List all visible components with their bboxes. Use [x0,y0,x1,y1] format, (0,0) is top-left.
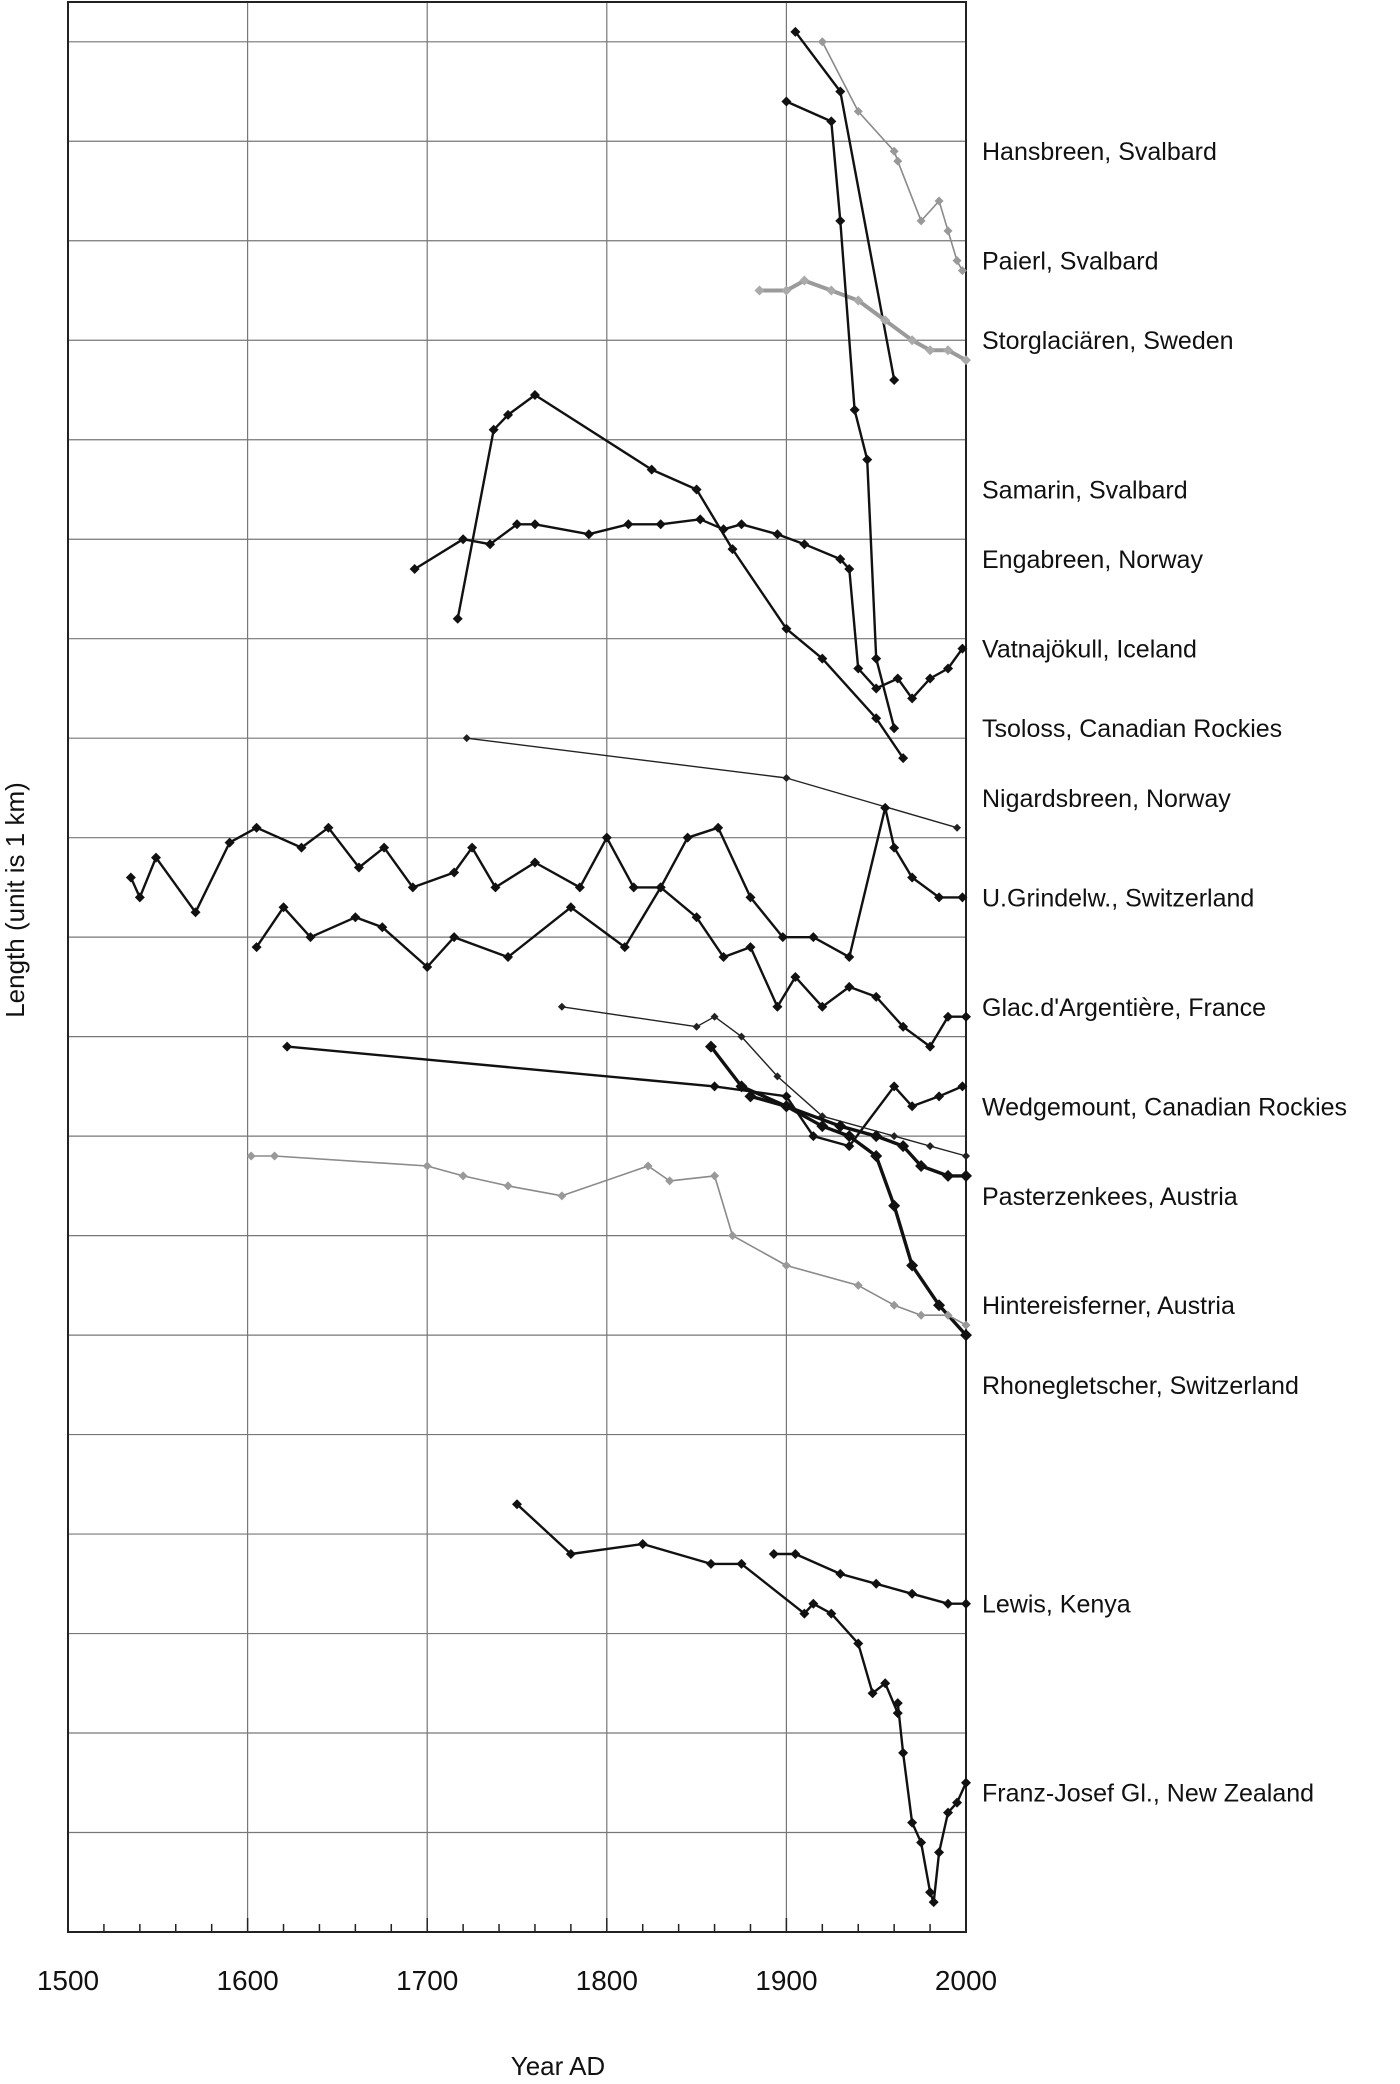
series-label: Vatnajökull, Iceland [982,635,1197,664]
series-13 [247,1152,971,1330]
data-point [782,774,790,782]
y-axis-label: Length (unit is 1 km) [0,782,30,1018]
series-group [126,27,972,1907]
series-line [251,1156,966,1325]
series-label: Glac.d'Argentière, France [982,993,1267,1022]
data-point [463,734,471,742]
x-tick-label: 1900 [755,1965,818,1996]
data-point [926,1142,934,1150]
data-point [907,1589,917,1599]
data-point [225,838,235,848]
series-line [458,395,903,758]
data-point [960,1170,972,1182]
series-label: Engabreen, Norway [982,546,1203,575]
data-point [638,1539,648,1549]
data-point [745,942,755,952]
series-line [760,281,967,361]
data-point [504,1181,513,1190]
data-point [890,1301,899,1310]
data-point [790,1549,800,1559]
data-point [893,157,902,166]
data-point [530,519,540,529]
data-point [962,1152,970,1160]
data-point [917,1311,926,1320]
data-point [706,1559,716,1569]
data-point [629,882,639,892]
data-point [602,833,612,843]
series-label: Samarin, Svalbard [982,476,1188,505]
series-12 [744,1090,972,1341]
series-3 [781,96,899,733]
series-label: Lewis, Kenya [982,1590,1131,1619]
data-point [693,1023,701,1031]
series-label: Hintereisferner, Austria [982,1292,1235,1321]
data-point [683,833,693,843]
series-line [822,42,962,271]
series-15 [769,1549,971,1609]
series-11 [705,1041,972,1182]
series-7 [126,803,968,962]
data-point [880,803,890,813]
data-point [934,1847,944,1857]
x-tick-label: 2000 [934,1965,998,1996]
series-labels [982,138,1347,1807]
series-label: Pasterzenkees, Austria [982,1182,1238,1211]
data-point [270,1152,279,1161]
data-point [692,484,702,494]
data-point [844,952,854,962]
data-point [453,614,463,624]
data-point [713,823,723,833]
data-point [282,1042,292,1052]
series-label: Paierl, Svalbard [982,247,1159,276]
series-4 [410,514,968,703]
series-label: Wedgemount, Canadian Rockies [982,1093,1348,1122]
data-point [423,1161,432,1170]
data-point [898,1748,908,1758]
x-tick-label: 1800 [575,1965,638,1996]
data-point [929,1897,939,1907]
data-point [835,1569,845,1579]
x-axis-label: Year AD [510,2051,606,2081]
data-point [942,1170,954,1182]
data-point [888,1200,900,1212]
data-point [934,1091,944,1101]
data-point [754,286,764,296]
data-point [871,654,881,664]
data-point [871,1579,881,1589]
data-point [889,723,899,733]
data-point [835,216,845,226]
data-point [459,1171,468,1180]
data-point [737,519,747,529]
data-point [961,1012,971,1022]
data-point [710,1081,720,1091]
data-point [862,455,872,465]
data-point [772,529,782,539]
data-point [953,824,961,832]
data-point [782,1261,791,1270]
data-point [799,539,809,549]
data-point [350,912,360,922]
data-point [961,1778,971,1788]
data-point [772,1002,782,1012]
data-point [953,256,962,265]
data-point [890,1132,898,1140]
data-point [558,1003,566,1011]
x-tick-label: 1700 [396,1965,459,1996]
data-point [854,1281,863,1290]
series-8 [252,882,971,1051]
data-point [818,37,827,46]
data-point [710,1171,719,1180]
data-point [584,529,594,539]
data-point [557,1191,566,1200]
series-line [517,1504,898,1713]
data-point [826,286,836,296]
data-point [623,519,633,529]
series-16 [893,1698,971,1907]
series-5 [453,390,908,763]
series-label: Hansbreen, Svalbard [982,138,1217,167]
data-point [781,96,791,106]
data-point [826,116,836,126]
data-point [695,514,705,524]
data-point [135,892,145,902]
x-tick-label: 1500 [36,1965,100,1996]
series-label: Rhonegletscher, Switzerland [982,1371,1299,1400]
x-tick-label: 1600 [216,1965,279,1996]
series-label: Tsoloss, Canadian Rockies [982,715,1283,744]
series-label: U.Grindelw., Switzerland [982,884,1255,913]
data-point [916,1837,926,1847]
data-point [961,1599,971,1609]
series-14 [512,1499,903,1718]
data-point [575,882,585,892]
series-label: Storglaciären, Sweden [982,327,1234,356]
series-0 [818,37,967,275]
data-point [808,932,818,942]
series-line [774,1554,966,1604]
data-point [126,872,136,882]
series-label: Franz-Josef Gl., New Zealand [982,1779,1315,1808]
data-point [850,405,860,415]
data-point [962,1321,971,1330]
data-point [769,1549,779,1559]
data-point [252,823,262,833]
data-point [728,1231,737,1240]
series-line [711,1047,966,1176]
data-point [943,1599,953,1609]
data-point [889,375,899,385]
series-1 [790,27,899,385]
data-point [907,1818,917,1828]
data-point [944,226,953,235]
x-ticks [37,1918,997,1996]
series-label: Nigardsbreen, Norway [982,784,1231,813]
series-line [786,102,894,729]
data-point [656,519,666,529]
